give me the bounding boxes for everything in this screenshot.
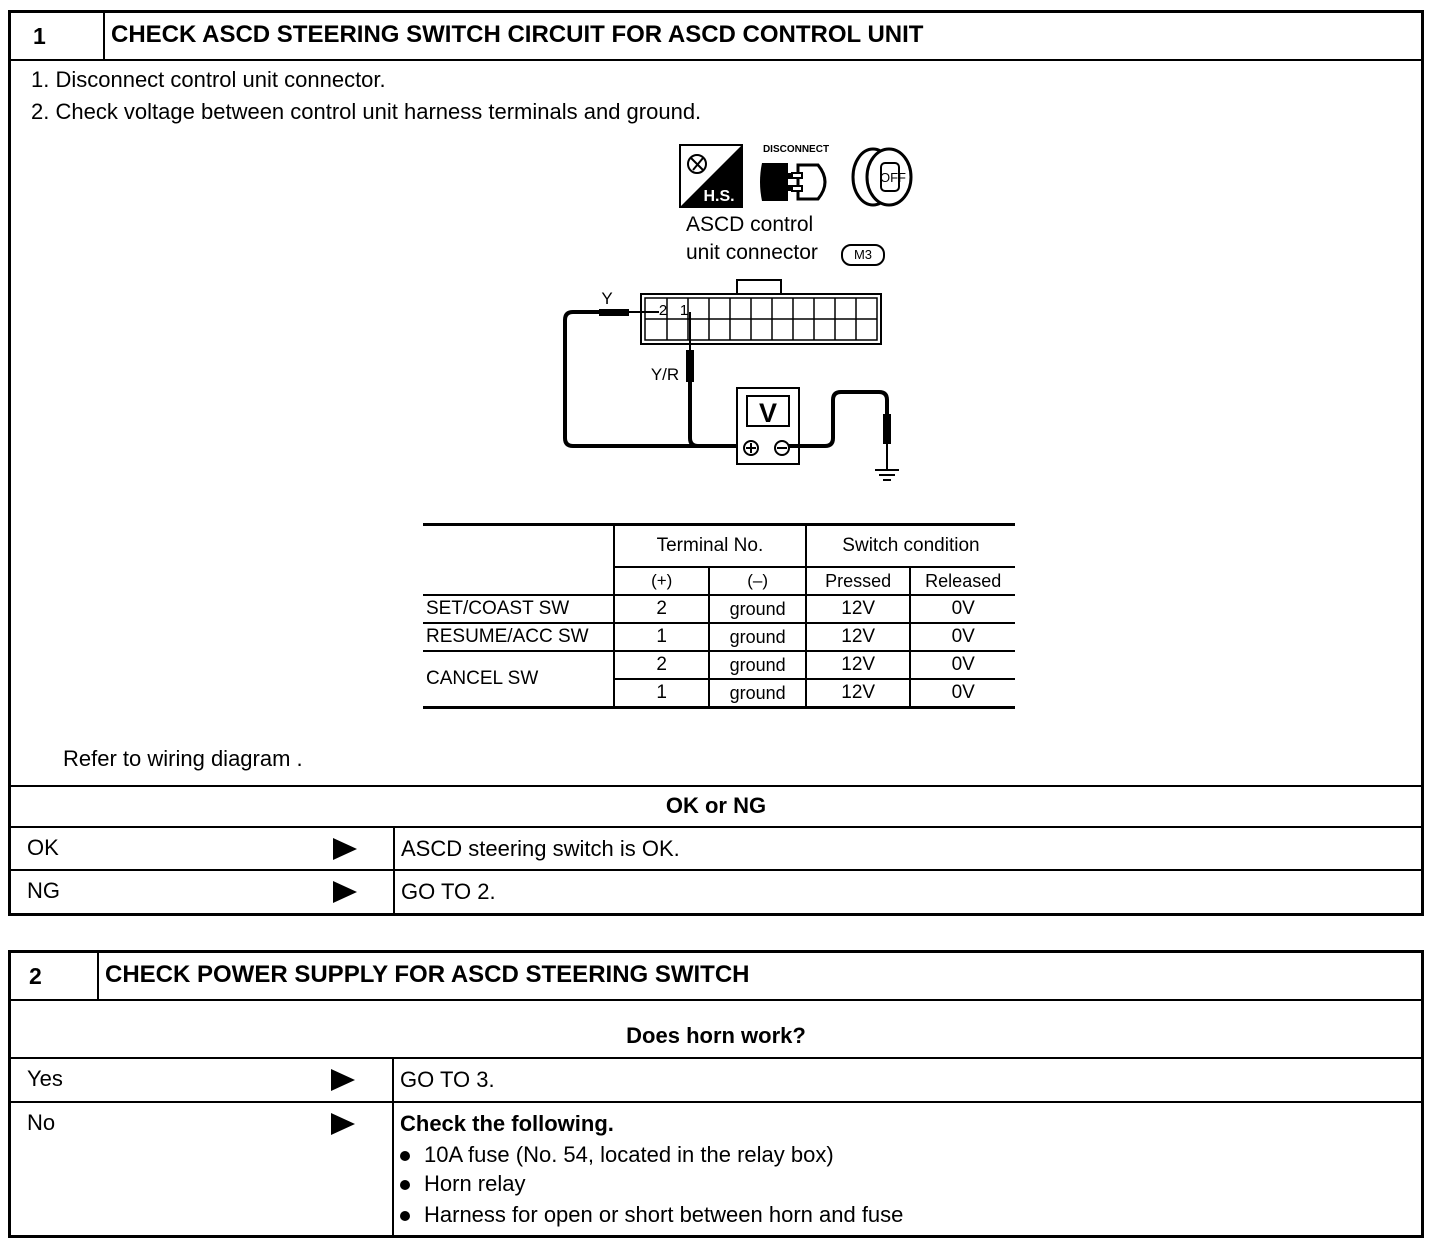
pin-2-label: 2 <box>658 302 668 319</box>
table-row <box>423 651 1015 679</box>
arrow-icon <box>331 1113 355 1135</box>
header-terminal-no: Terminal No. <box>614 525 806 568</box>
result-divider <box>392 1059 394 1238</box>
arrow-icon <box>333 881 357 903</box>
results-divider <box>11 1057 1421 1059</box>
question-text: OK or NG <box>665 793 767 818</box>
terminal-minus: ground <box>709 651 805 679</box>
result-row-divider <box>11 869 1421 871</box>
result-ng-cond: NG <box>27 878 60 903</box>
result-divider <box>393 828 395 916</box>
question-text: Does horn work? <box>626 1023 806 1048</box>
terminal-plus: 1 <box>614 679 709 708</box>
result-ok-action: ASCD steering switch is OK. <box>401 836 680 861</box>
result-no-cond: No <box>27 1110 56 1135</box>
check-item <box>400 1142 834 1168</box>
hs-icon <box>679 144 743 208</box>
results-divider <box>11 826 1421 828</box>
wire-y-label: Y <box>601 289 613 308</box>
released-value: 0V <box>951 626 975 647</box>
disconnect-label: DISCONNECT <box>762 144 830 155</box>
table-row <box>423 595 1015 623</box>
step-title: CHECK POWER SUPPLY FOR ASCD STEERING SWITCH <box>105 961 750 988</box>
header-switch-condition: Switch condition <box>806 525 1015 568</box>
arrow-icon <box>331 1069 355 1091</box>
result-yes-cond: Yes <box>27 1066 63 1091</box>
header-divider <box>103 13 105 59</box>
pin-1-label: 1 <box>679 302 689 319</box>
step-2-box <box>8 950 1424 1238</box>
check-item <box>400 1202 903 1228</box>
terminal-plus: 2 <box>614 595 709 623</box>
switch-name: SET/COAST SW <box>423 595 614 623</box>
instruction-2: 2. Check voltage between control unit harness terminals and ground. <box>31 99 702 124</box>
released-value: 0V <box>951 654 975 675</box>
released-value: 0V <box>951 682 975 703</box>
step-1-box <box>8 10 1424 916</box>
terminal-minus: ground <box>709 679 805 708</box>
result-row-divider <box>11 1101 1421 1103</box>
voltmeter-label: V <box>758 398 778 428</box>
terminal-minus: ground <box>709 595 805 623</box>
check-item <box>400 1171 525 1197</box>
hs-label: H.S. <box>703 188 735 205</box>
voltage-spec-table <box>423 523 1015 709</box>
bullet-icon <box>400 1211 410 1221</box>
connector-label-line2: unit connector <box>686 241 818 264</box>
step-number: 2 <box>29 963 42 989</box>
connector-id-badge <box>841 244 885 266</box>
switch-name: CANCEL SW <box>423 651 614 708</box>
connector-label-line1: ASCD control <box>686 213 814 236</box>
voltage-check-diagram <box>541 268 921 483</box>
sub-header-released: Released <box>925 570 1002 591</box>
terminal-plus: 2 <box>614 651 709 679</box>
step-number: 1 <box>33 23 46 49</box>
terminal-plus: 1 <box>614 623 709 651</box>
result-ok-cond: OK <box>27 835 59 860</box>
refer-note: Refer to wiring diagram . <box>63 746 303 771</box>
ignition-off-icon <box>849 145 917 209</box>
pressed-value: 12V <box>806 595 911 623</box>
result-yes-action: GO TO 3. <box>400 1067 495 1092</box>
connector-id: M3 <box>853 247 873 262</box>
sub-header-minus: (–) <box>709 567 805 595</box>
check-item-text: Horn relay <box>424 1171 526 1196</box>
header-divider <box>97 953 99 999</box>
sub-header-pressed: Pressed <box>806 567 911 595</box>
bullet-icon <box>400 1151 410 1161</box>
pressed-value: 12V <box>806 679 911 708</box>
step-title: CHECK ASCD STEERING SWITCH CIRCUIT FOR ASCD CONTROL UNIT <box>111 21 924 48</box>
released-value: 0V <box>951 598 975 619</box>
instruction-1: 1. Disconnect control unit connector. <box>31 67 386 92</box>
switch-name: RESUME/ACC SW <box>423 623 614 651</box>
terminal-minus: ground <box>709 623 805 651</box>
question-divider-top <box>11 785 1421 787</box>
result-ng-action: GO TO 2. <box>401 879 496 904</box>
disconnect-icon <box>756 141 836 209</box>
arrow-icon <box>333 838 357 860</box>
wire-yr-label: Y/R <box>650 365 680 384</box>
pressed-value: 12V <box>806 623 911 651</box>
check-item-text: Harness for open or short between horn and fuse <box>424 1202 904 1227</box>
pressed-value: 12V <box>806 651 911 679</box>
table-row <box>423 623 1015 651</box>
sub-header-plus: (+) <box>614 567 709 595</box>
key-off-label: OFF <box>880 170 906 185</box>
result-no-action: Check the following. <box>400 1111 614 1136</box>
bullet-icon <box>400 1180 410 1190</box>
check-item-text: 10A fuse (No. 54, located in the relay box) <box>424 1142 834 1167</box>
